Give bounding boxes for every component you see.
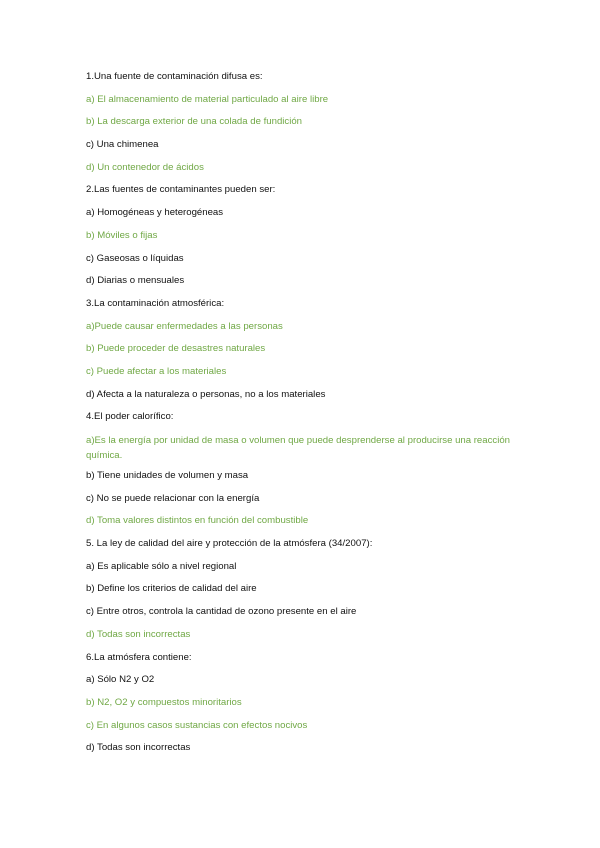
question-5: 5. La ley de calidad del aire y protección de la atmósfera (34/2007):: [86, 538, 373, 550]
q3-option-b: b) Puede proceder de desastres naturales: [86, 343, 266, 355]
q2-option-c: c) Gaseosas o líquidas: [86, 252, 184, 264]
question-6: 6.La atmósfera contiene:: [86, 651, 192, 663]
q1-option-a: a) El almacenamiento de material particulado al aire libre: [86, 93, 329, 105]
q2-option-d: d) Diarias o mensuales: [86, 275, 185, 287]
q4-option-b: b) Tiene unidades de volumen y masa: [86, 470, 249, 481]
q1-option-b: b) La descarga exterior de una colada de fundición: [86, 116, 303, 128]
q6-option-a: a) Sólo N2 y O2: [86, 674, 155, 686]
q4-option-d: d) Toma valores distintos en función del combustible: [86, 515, 309, 527]
question-1: 1.Una fuente de contaminación difusa es:: [86, 71, 263, 82]
q2-option-a: a) Homogéneas y heterogéneas: [86, 207, 224, 219]
question-4: 4.El poder calorífico:: [86, 411, 174, 423]
q6-option-d: d) Todas son incorrectas: [86, 742, 191, 754]
q4-option-a: a)Es la energía por unidad de masa o volumen que puede desprenderse al producirse una reacción química.: [86, 435, 510, 461]
q5-option-c: c) Entre otros, controla la cantidad de ozono presente en el aire: [86, 606, 357, 618]
q3-option-d: d) Afecta a la naturaleza o personas, no a los materiales: [86, 388, 326, 400]
q5-option-a: a) Es aplicable sólo a nivel regional: [86, 560, 237, 572]
q1-option-c: c) Una chimenea: [86, 139, 159, 151]
q4-option-c: c) No se puede relacionar con la energía: [86, 492, 260, 504]
q3-option-c: c) Puede afectar a los materiales: [86, 365, 227, 377]
quiz-content: [86, 70, 526, 764]
question-2: 2.Las fuentes de contaminantes pueden ser:: [86, 184, 276, 196]
q2-option-b: b) Móviles o fijas: [86, 229, 158, 241]
q5-option-d: d) Todas son incorrectas: [86, 628, 191, 640]
question-3: 3.La contaminación atmosférica:: [86, 297, 225, 309]
q3-option-a: a)Puede causar enfermedades a las personas: [86, 320, 283, 332]
q1-option-d: d) Un contenedor de ácidos: [86, 161, 204, 173]
q6-option-b: b) N2, O2 y compuestos minoritarios: [86, 696, 242, 708]
q5-option-b: b) Define los criterios de calidad del aire: [86, 583, 257, 595]
q6-option-c: c) En algunos casos sustancias con efectos nocivos: [86, 719, 308, 731]
